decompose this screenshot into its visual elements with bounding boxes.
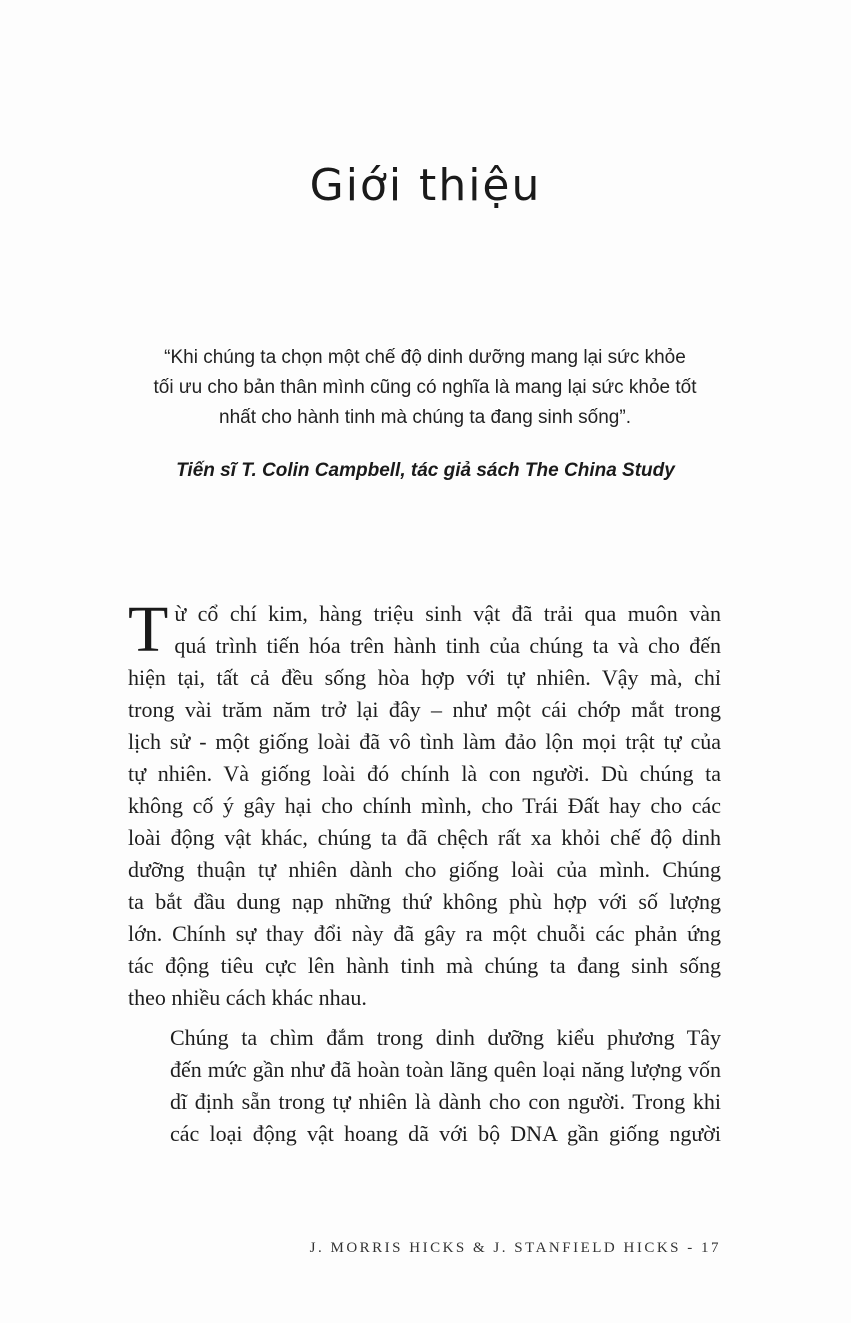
epigraph-line: “Khi chúng ta chọn một chế độ dinh dưỡng mang lại sức khỏe: [164, 347, 686, 368]
epigraph-quote: [125, 343, 725, 433]
chapter-title: Giới thiệu: [309, 160, 542, 211]
text-line: hiện tại, tất cả đều sống hòa hợp với tự nhiên. Vậy mà, chỉ: [128, 665, 721, 690]
body-text: [128, 593, 721, 1150]
text-line: các loại động vật hoang dã với bộ DNA gần giống người: [170, 1121, 721, 1146]
text-line: không cố ý gây hại cho chính mình, cho Trái Đất hay cho các: [128, 793, 721, 818]
text-line: lịch sử - một giống loài đã vô tình làm đảo lộn mọi trật tự của: [128, 729, 721, 754]
text-line: quá trình tiến hóa trên hành tinh của chúng ta và cho đến: [174, 633, 721, 658]
paragraph: [128, 1022, 721, 1150]
text-line: ta bắt đầu dung nạp những thứ không phù hợp với số lượng: [128, 889, 721, 914]
epigraph-line: nhất cho hành tinh mà chúng ta đang sinh sống”.: [219, 407, 631, 428]
text-line: trong vài trăm năm trở lại đây – như một cái chớp mắt trong: [128, 697, 721, 722]
drop-cap: T: [128, 593, 169, 666]
text-line: Chúng ta chìm đắm trong dinh dưỡng kiểu phương Tây: [170, 1025, 721, 1050]
running-footer: J. MORRIS HICKS & J. STANFIELD HICKS - 17: [309, 1240, 721, 1256]
text-line: dưỡng thuận tự nhiên dành cho giống loài của mình. Chúng: [128, 857, 721, 882]
text-line: loài động vật khác, chúng ta đã chệch rất xa khỏi chế độ dinh: [128, 825, 721, 850]
text-line: theo nhiều cách khác nhau.: [128, 985, 367, 1010]
epigraph-attribution: Tiến sĩ T. Colin Campbell, tác giả sách The China Study: [176, 460, 675, 481]
text-line: tự nhiên. Và giống loài đó chính là con người. Dù chúng ta: [128, 761, 721, 786]
text-line: tác động tiêu cực lên hành tinh mà chúng ta đang sinh sống: [128, 953, 721, 978]
epigraph-line: tối ưu cho bản thân mình cũng có nghĩa là mang lại sức khỏe tốt: [153, 377, 697, 398]
text-line: lớn. Chính sự thay đổi này đã gây ra một chuỗi các phản ứng: [128, 921, 721, 946]
text-line: dĩ định sẵn trong tự nhiên là dành cho con người. Trong khi: [170, 1089, 721, 1114]
text-line: ừ cổ chí kim, hàng triệu sinh vật đã trải qua muôn vàn: [174, 601, 721, 626]
text-line: đến mức gần như đã hoàn toàn lãng quên loại năng lượng vốn: [170, 1057, 721, 1082]
paragraph: [128, 593, 721, 1014]
